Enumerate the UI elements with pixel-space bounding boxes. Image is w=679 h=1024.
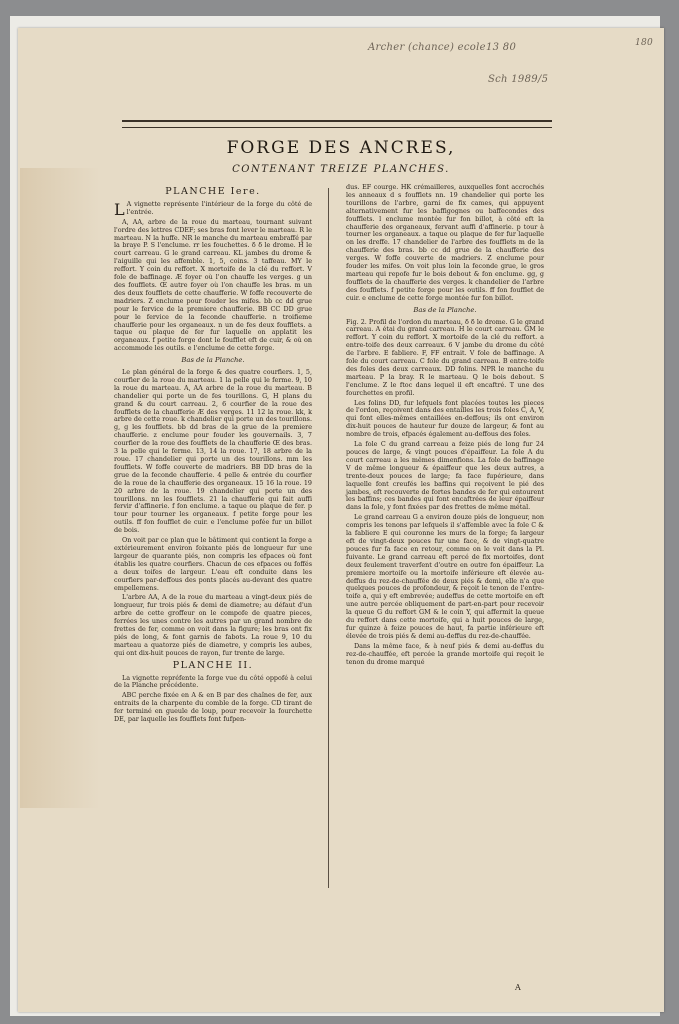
right-paragraph-3: Les folins DD, fur lefquels font placées toutes les pieces de l'ordon, reçoivent dans des entailles les trois foles C, A, V, qui font elles-mêmes entaillées en-deffous; ils ont environ dix-huit pouces de hauteur fur douze de largeur, & font au nombre de trois, efpacés également au-deffous des foles. <box>346 398 544 439</box>
document-page <box>18 28 664 1012</box>
plate1-paragraph-3: On voit par ce plan que le bâtiment qui contient la forge a extérieurement environ foixante piés de longueur fur une largeur de quarante piés, non compris les efpaces où font établis les quatre courfiers. Chacun de ces efpaces ou foffés a deux toifes de largeur. L'eau eft conduite dans les courfiers par-deffous des ponts placés au-devant des quatre empellemens. <box>114 536 312 592</box>
right-paragraph-1: dus. EF courge. HK crémailleres, auxquelles font accrochés les anneaux d s foufflets nn. 19 chandelier qui porte les tourillons de l'arbre, garni de fix cames, qui appuyent alternativement fur les baffigognes ou baffecondes des foufflets. l enclume montée fur fon billot, à côté eft la chaufferie des organeaux, fervant auffi d'affinerie. p tour à tourner les organeaux. a taque ou plaque de fer fur laquelle on les dreffe. 17 chandelier de l'arbre des foufflets m de la chaufferie des bras. bb cc dd grue de la chaufferie des verges. W foffe couverte de madriers. Z enclume pour fouder les mifes. On voit plus loin la feconde grue, le gros marteau qui repofe fur le bois debout & fon enclume. gg, g foufflets de la chaufferie des verges. k chandelier de l'arbre des foufflets. f petite forge pour les outils. ff fon foufflet de cuir. e enclume de cette forge montée fur fon billot. <box>346 183 544 302</box>
column-divider <box>328 188 329 888</box>
handwritten-note-1: Archer (chance) ecole <box>368 42 486 53</box>
page-subtitle: CONTENANT TREIZE PLANCHES. <box>232 164 450 175</box>
right-paragraph-4: La fole C du grand carreau a feize piés de long fur 24 pouces de large, & vingt pouces d'épaiffeur. La fole A du court carreau a les mêmes dimenfions. La fole de baffinage V de même longueur & épaiffeur que les deux autres, a trente-deux pouces de large; fa face fupérieure, dans laquelle font creufés les baffins qui reçoivent le pié des jambes, eft recouverte de fortes bandes de fer qui entourent les baffins; ces bandes qui font encaftrées de leur épaiffeur dans la fole, y font fixées par des frettes de même métal. <box>346 440 544 512</box>
plate1-paragraph-1: A, AA, arbre de la roue du marteau, tournant suivant l'ordre des lettres CDEF; ses bras font lever le marteau. R le marteau. N la huffe. NR le manche du marteau embraffé par la braye P. S l'enclume. rr les fouchettes. δ δ le drome. H le court carreau. G le grand carreau. KL jambes du drome & l'aiguille qui les affemble. 1, 5, coins. 3 taffeau. MY le reffort. Y coin du reffort. X mortoife de la clé du reffort. V fole de baffinage. Æ foyer où l'on chauffe les verges. g un des foufflets. Œ autre foyer où l'on chauffe les bras. m un des deux foufflets de cette chaufferie. W foffe recouverte de madriers. Z enclume pour fouder les mifes. bb cc dd grue pour le fervice de la premiere chaufferie. BB CC DD grue pour le fervice de la feconde chaufferie. n troifieme chaufferie pour les organeaux. n un de fes deux foufflets. a taque ou plaque de fer fur laquelle on applatit les organeaux. f petite forge dont le foufflet eft de cuir, & où on accommode les outils. e l'enclume de cette forge. <box>114 217 312 353</box>
header-rule <box>122 120 552 128</box>
plate2-paragraph-2: ABC perche fixée en A & en B par des chaînes de fer, aux entraits de la charpente du comble de la forge. CD tirant de fer terminé en gueule de loup, pour recevoir la fourchette DE, par laquelle les foufflets font fufpen- <box>114 691 312 724</box>
drop-cap: L <box>114 199 125 219</box>
page-title: FORGE DES ANCRES, <box>226 138 456 158</box>
plate1-paragraph-2: Le plan général de la forge & des quatre courfiers. 1, 5, courfier de la roue du marteau. 1 la pelle qui le ferme. 9, 10 la roue du marteau. A, AA arbre de la roue du marteau. B chandelier qui porte un de fes tourillons. G, H plans du grand & du court carreau. 2, 6 courfier de la roue des foufflets de la chaufferie Æ des verges. 11 12 la roue. kk, k arbre de cette roue. k chandelier qui porte un des tourillons. g, g les foufflets. bb dd bras de la grue de la premiere chaufferie. z enclume pour fouder les gouvernails. 3, 7 courfier de la roue des foufflets de la chaufferie Œ des bras. 3 la pelle qui le ferme. 13, 14 la roue. 17, 18 arbre de la roue. 17 chandelier qui porte un des tourillons. mm les foufflets. W foffe couverte de madriers. BB DD bras de la grue de la feconde chaufferie. 4 pelle & entrée du courfier de la roue de la chaufferie des organeaux. 15 16 la roue. 19 20 arbre de la roue. 19 chandelier qui porte un des tourillons. nn les foufflets. 21 la chaufferie qui fait auffi fervir d'affinerie. f fon enclume. a taque ou plaque de fer. p tour pour tourner les organeaux. f petite forge pour les outils. ff fon foufflet de cuir. e l'enclume pofée fur un billot de bois. <box>114 368 312 535</box>
section-heading-bas-2: Bas de la Planche. <box>413 305 477 314</box>
plate1-heading: PLANCHE Iere. <box>165 186 261 197</box>
section-heading-bas-1: Bas de la Planche. <box>181 356 245 365</box>
paper-stain <box>20 168 100 808</box>
plate2-heading: PLANCHE II. <box>172 659 254 671</box>
handwritten-note-3: 180 <box>635 38 654 48</box>
right-paragraph-6: Dans la même face, & à neuf piés & demi au-deffus du rez-de-chauffée, eft percée la grande mortoife qui reçoit le tenon du drome marqué <box>346 641 544 666</box>
right-paragraph-2: Fig. 2. Profil de l'ordon du marteau, δ δ le drome. G le grand carreau. A étai du grand carreau. H le court carreau. GM le reffort. Y coin du reffort. X mortoife de la clé du reffort. a entre-toife des deux carreaux. 6 V jambe du drome du côté de l'arbre. E fabliere. F, FF entrait. V fole de baffinage. A fole du court carreau. C fole du grand carreau. B entre-toife des foles des deux carreaux. DD folins. NPR le manche du marteau. P la bray. R le marteau. Q le bois debout. S l'enclume. Z le ftoc dans lequel il eft encaftré. T une des fourchettes en profil. <box>346 317 544 397</box>
handwritten-note-2: 13 80 <box>486 42 517 53</box>
plate1-intro <box>114 201 312 217</box>
plate2-paragraph-1: La vignette repréfente la forge vue du côté oppofé à celui de la Planche précédente. <box>114 673 312 690</box>
plate1-intro-text: A vignette représente l'intérieur de la forge du côté de l'entrée. <box>126 199 312 216</box>
right-column <box>346 184 544 668</box>
left-column <box>114 184 312 726</box>
plate1-paragraph-4: L'arbre AA, A de la roue du marteau a vingt-deux piés de longueur, fur trois piés & demi de diametre; au défaut d'un arbre de cette groffeur on le compofe de quatre pieces, ferrées les unes contre les autres par un grand nombre de frettes de fer, comme on voit dans la figure; les bras ont fix piés de long, & font garnis de fabots. La roue 9, 10 du marteau a quatorze piés de diametre, y compris les aubes, qui ont dix-huit pouces de rayon, fur trente de large. <box>114 593 312 657</box>
signature-mark: A <box>515 983 521 992</box>
right-paragraph-5: Le grand carreau G a environ douze piés de longueur, non compris les tenons par lefquels il s'affemble avec la fole C & la fabliere E qui couronne les murs de la forge; fa largeur eft de vingt-deux pouces fur une face, & de vingt-quatre pouces fur fa face en retour, comme on le voit dans la Pl. fuivante. Le grand carreau eft percé de fix mortoifes, dont deux feulement traverfent d'outre en outre fon épaiffeur. La premiere mortoife ou la mortoife inférieure eft élevée au-deffus du rez-de-chauffée de deux piés & demi, elle n'a que quelques pouces de profondeur, & reçoit le tenon de l'entre-toife a, qui y eft embrevée; audeffus de cette mortoife en eft une autre percée obliquement de part-en-part pour recevoir la queue G du reffort GM & le coin Y, qui affermit la queue du reffort dans cette mortoife, qui a huit pouces de large, fur quinze à feize pouces de haut, fa partie inférieure eft élevée de trois piés & demi au-deffus du rez-de-chauffée. <box>346 513 544 640</box>
handwritten-note-4: Sch 1989/5 <box>488 74 549 85</box>
